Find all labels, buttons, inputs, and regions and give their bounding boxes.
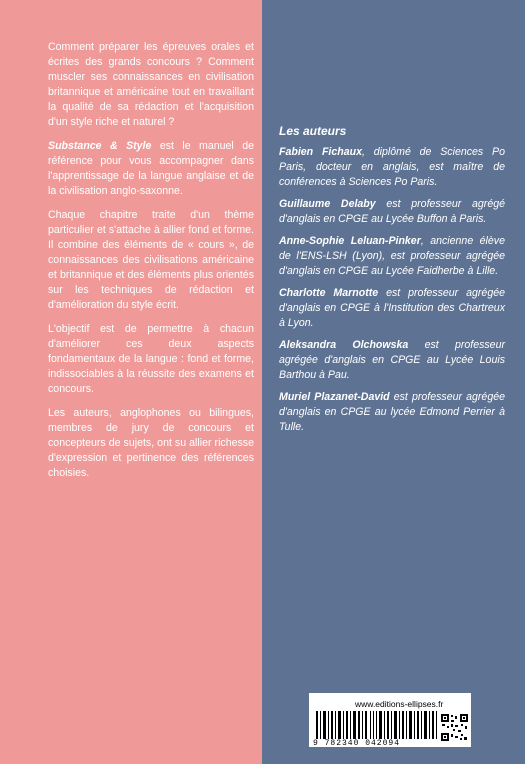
author-desc: est professeur agrégée d'anglais en CPGE à l'Institution des Chartreux à Lyon. — [279, 287, 505, 329]
author-name: Guillaume Delaby — [279, 198, 376, 210]
qr-code-icon — [441, 714, 468, 741]
author-desc: est professeur agrégé d'anglais en CPGE au Lycée Buffon à Paris. — [279, 198, 506, 225]
author-name: Fabien Fichaux — [279, 146, 362, 158]
author-desc: est professeur agrégée d'anglais en CPGE au Lycée Louis Barthou à Pau. — [279, 339, 505, 381]
authors-column — [279, 124, 505, 442]
authors-summary-paragraph: Les auteurs, anglophones ou bilingues, membres de jury de concours et concepteurs de sujets, ont su allier richesse d'expression et pertinence des références choisies. — [48, 407, 254, 479]
author-name: Aleksandra Olchowska — [279, 339, 409, 351]
authors-heading: Les auteurs — [279, 124, 347, 138]
publisher-url: www.editions-ellipses.fr — [355, 699, 444, 709]
intro-paragraph: Comment préparer les épreuves orales et écrites des grands concours ? Comment muscler ses connaissances en civilisation britannique et américaine tout en travaillant la qualité de sa rédaction et l'acquisition d'un style riche et naturel ? — [48, 41, 254, 128]
author-name: Charlotte Marnotte — [279, 287, 379, 299]
author-entry — [279, 286, 505, 331]
author-entry — [279, 197, 505, 227]
author-desc: , ancienne élève de l'ENS-LSH (Lyon), est professeur agrégée d'anglais en CPGE au Lycée Faidherbe à Lille. — [279, 235, 505, 277]
author-entry — [279, 234, 505, 279]
barcode-icon — [316, 711, 438, 739]
author-name: Muriel Plazanet-David — [279, 391, 390, 403]
author-entry — [279, 338, 505, 383]
author-desc: , diplômé de Sciences Po Paris, docteur en anglais, est maître de conférences à Sciences Po Paris. — [279, 146, 505, 188]
manual-paragraph-text: est le manuel de référence pour vous accompagner dans l'apprentissage de la langue anglaise et de la civilisation anglo-saxonne. — [48, 140, 254, 197]
chapter-paragraph: Chaque chapitre traite d'un thème particulier et s'attache à allier fond et forme. Il combine des éléments de « cours », de connaissances des civilisations américaine et britannique et des éléments plus orientés sur les techniques de rédaction et d'amélioration du style écrit. — [48, 209, 254, 311]
manual-paragraph — [48, 139, 254, 199]
author-name: Anne-Sophie Leluan-Pinker — [279, 235, 421, 247]
author-entry — [279, 145, 505, 190]
description-column — [48, 40, 254, 490]
objective-paragraph: L'objectif est de permettre à chacun d'améliorer ces deux aspects fondamentaux de la langue : fond et forme, indissociables à la réussite des examens et concours. — [48, 323, 254, 395]
author-entry — [279, 390, 505, 435]
isbn-number: 9 782340 042094 — [313, 739, 401, 748]
book-title: Substance & Style — [48, 140, 152, 152]
author-desc: est professeur agrégée d'anglais en CPGE au lycée Edmond Perrier à Tulle. — [279, 391, 505, 433]
